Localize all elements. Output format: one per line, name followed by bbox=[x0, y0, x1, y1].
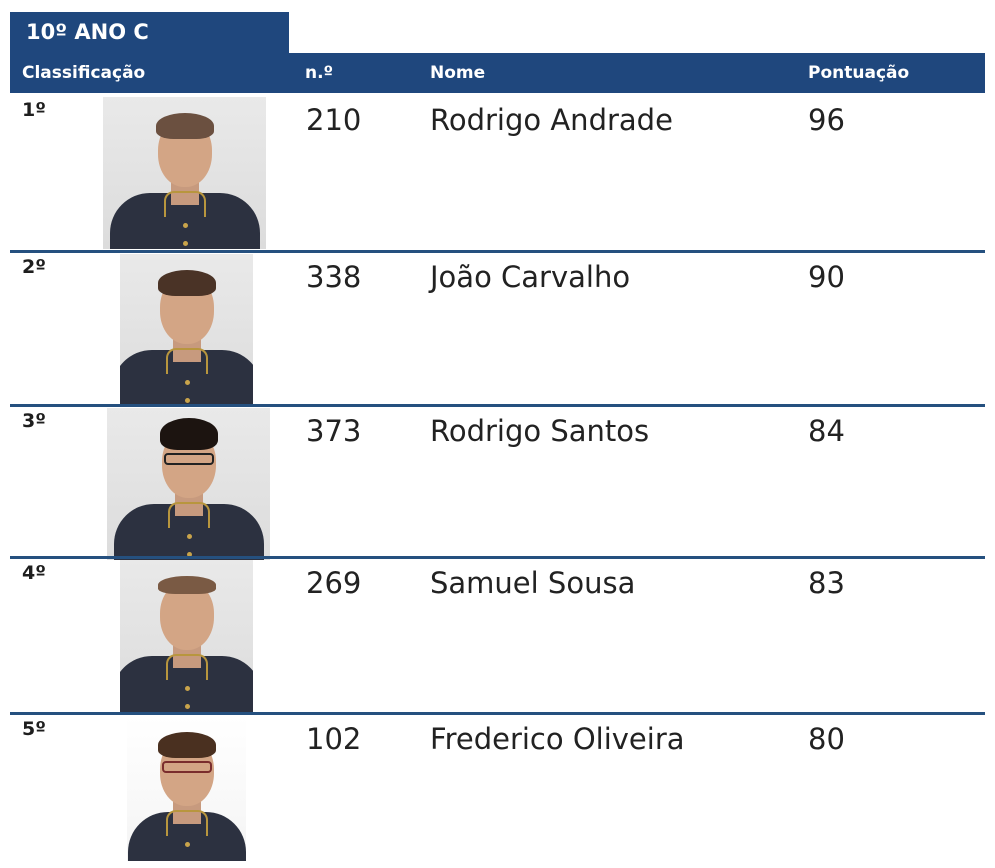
row-score: 83 bbox=[808, 566, 845, 600]
row-divider bbox=[10, 556, 985, 559]
student-photo bbox=[103, 97, 266, 249]
header-name: Nome bbox=[430, 63, 486, 83]
table-row bbox=[10, 93, 985, 249]
row-score: 90 bbox=[808, 260, 845, 294]
row-name: Samuel Sousa bbox=[430, 566, 636, 600]
row-rank: 3º bbox=[22, 410, 46, 432]
row-score: 96 bbox=[808, 103, 845, 137]
row-divider bbox=[10, 404, 985, 407]
table-row bbox=[10, 404, 985, 560]
row-divider bbox=[10, 250, 985, 253]
row-name: Frederico Oliveira bbox=[430, 722, 685, 756]
student-photo bbox=[120, 254, 253, 406]
student-photo bbox=[120, 560, 253, 712]
row-score: 84 bbox=[808, 414, 845, 448]
class-title: 10º ANO C bbox=[26, 20, 149, 44]
row-name: Rodrigo Santos bbox=[430, 414, 650, 448]
row-number: 102 bbox=[306, 722, 362, 756]
class-title-tab bbox=[10, 12, 289, 53]
row-name: Rodrigo Andrade bbox=[430, 103, 673, 137]
row-number: 210 bbox=[306, 103, 362, 137]
row-rank: 1º bbox=[22, 99, 46, 121]
table-row bbox=[10, 250, 985, 406]
row-number: 269 bbox=[306, 566, 362, 600]
row-score: 80 bbox=[808, 722, 845, 756]
student-photo bbox=[127, 716, 246, 861]
table-row bbox=[10, 712, 985, 868]
table-header bbox=[10, 53, 985, 93]
row-number: 373 bbox=[306, 414, 362, 448]
header-rank: Classificação bbox=[22, 63, 146, 83]
row-rank: 5º bbox=[22, 718, 46, 740]
student-photo bbox=[107, 408, 270, 560]
row-rank: 4º bbox=[22, 562, 46, 584]
table-row bbox=[10, 556, 985, 712]
header-score: Pontuação bbox=[808, 63, 910, 83]
row-name: João Carvalho bbox=[430, 260, 631, 294]
row-divider bbox=[10, 712, 985, 715]
row-number: 338 bbox=[306, 260, 362, 294]
header-number: n.º bbox=[305, 63, 334, 83]
row-rank: 2º bbox=[22, 256, 46, 278]
